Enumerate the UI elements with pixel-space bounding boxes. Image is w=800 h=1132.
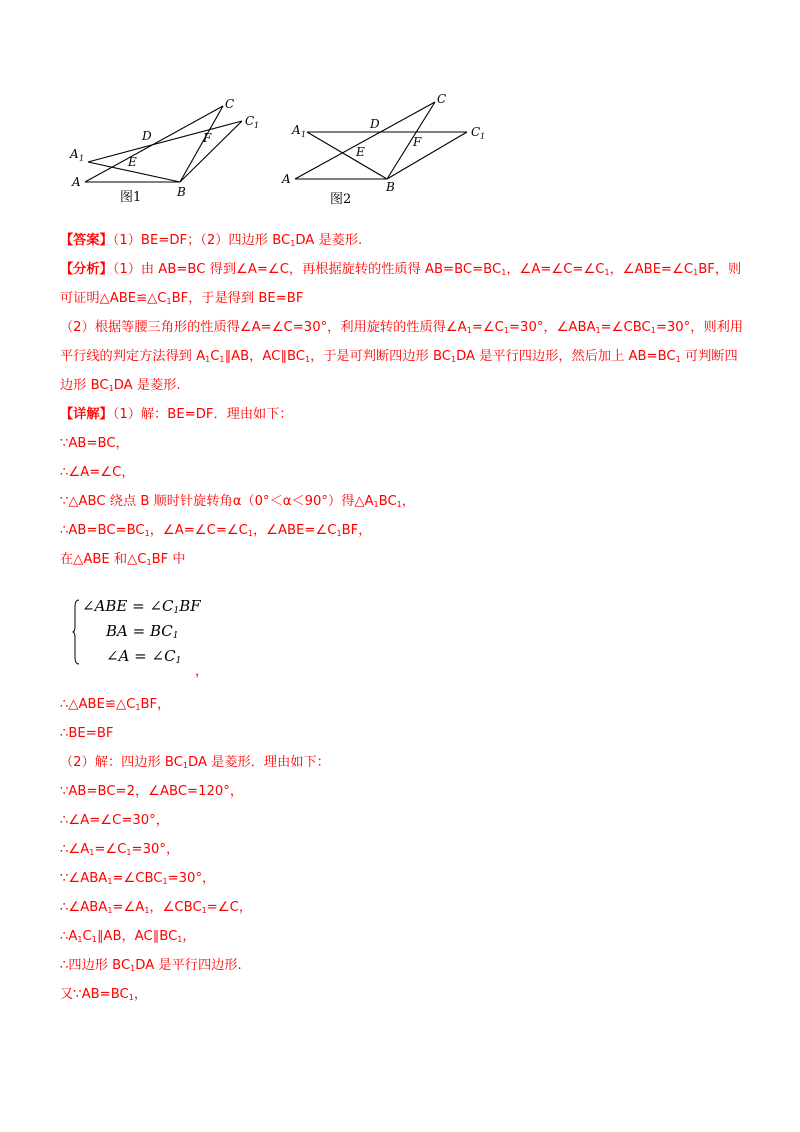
fig1-label-f: F xyxy=(203,131,212,145)
detail-line-16: ∴四边形 $BC_1DA$ 是平行四边形. xyxy=(60,958,242,973)
fig2-label-a1-sub: 1 xyxy=(301,130,307,139)
answer-line: 【答案】（1）BE=DF；（2）四边形 $BC_1DA$ 是菱形. xyxy=(60,233,363,248)
detail-line-7: $\therefore\triangle ABE≌\triangle C_1BF$， xyxy=(60,697,171,712)
detail-line-6: 在△ABE 和$\triangle C_1BF$ 中 xyxy=(60,552,186,567)
figure-1 xyxy=(69,97,259,205)
fig1-caption: 图1 xyxy=(120,190,142,205)
detail-line-5: $\therefore AB=BC=BC_1$，$\angle A=\angle C=\angle C_1$，$\angle ABE=\angle C_1BF$， xyxy=(60,523,372,538)
detail-line-13: $\because\angle ABA_1=\angle CBC_1=30^\circ$， xyxy=(60,871,216,886)
detail-line-15: $\therefore A_1C_1\parallel AB$，$AC\parallel BC_1$， xyxy=(60,929,196,944)
detail-line-12: $\therefore\angle A_1=\angle C_1=30^\circ$， xyxy=(60,842,180,857)
fig2-caption: 图2 xyxy=(330,192,352,207)
detail-line-1: 【详解】（1）解：BE=DF．理由如下： xyxy=(60,407,293,422)
detail-line-10: ∵AB=BC=2，∠ABC=120°， xyxy=(60,784,244,799)
answer-tag: 【答案】 xyxy=(60,233,113,248)
figure-svg xyxy=(60,90,500,210)
fig2-line-bc1 xyxy=(387,132,467,179)
fig1-label-a1-sub: 1 xyxy=(79,154,85,163)
fig2-label-b: B xyxy=(386,180,395,194)
analysis-tag: 【分析】 xyxy=(60,262,113,277)
fig1-label-c1: C xyxy=(245,114,255,128)
detail-line-11: ∴∠A=∠C=30°， xyxy=(60,813,169,828)
analysis-paragraph-2: （2）根据等腰三角形的性质得∠A=∠C=30°，利用旋转的性质得$\angle A_1=\angle C_1=30^\circ$，$\angle ABA_1=\angle CBC_1=30^\circ$，则利用平行线的判定方法得到 $A_1C_1\parallel AB$，$AC\parallel BC_1$，于是可判断四边形 $BC_1DA$ 是平行四边形，然后加上 $AB=BC_1$ 可判断四边形 $BC_1DA$ 是菱形. xyxy=(60,320,744,393)
equation-1: ∠ABE = $\angle C_1BF$ xyxy=(82,597,201,616)
fig1-label-e: E xyxy=(128,155,137,169)
equation-2: BA = $BC_1$ xyxy=(106,622,179,641)
fig2-label-c: C xyxy=(437,92,447,106)
fig2-label-a1: A xyxy=(292,123,301,137)
fig2-label-c1-sub: 1 xyxy=(480,132,486,141)
fig1-label-c1-sub: 1 xyxy=(254,121,260,130)
fig2-line-bc xyxy=(387,102,435,179)
detail-line-8: ∴BE=BF xyxy=(60,726,114,741)
system-comma: ， xyxy=(195,664,209,679)
detail-block-2 xyxy=(60,690,750,1009)
detail-line-17: 又$\because AB=BC_1$， xyxy=(60,987,148,1002)
fig2-label-c1: C xyxy=(471,125,481,139)
fig1-line-a1c1 xyxy=(88,121,242,162)
fig2-label-a: A xyxy=(282,172,291,186)
detail-tag: 【详解】 xyxy=(60,407,113,422)
analysis-paragraph-1: 【分析】（1）由 AB=BC 得到∠A=∠C，再根据旋转的性质得 $AB=BC=BC_1$，$\angle A=\angle C=\angle C_1$，$\angle ABE=\angle C_1BF$，则可证明$\triangle ABE≌\triangle C_1BF$，于是得到 BE=BF xyxy=(60,262,742,306)
fig1-label-a: A xyxy=(72,175,81,189)
fig2-line-a1b xyxy=(307,132,387,179)
answer-analysis-block xyxy=(60,226,750,574)
fig1-label-d: D xyxy=(142,129,152,143)
fig1-label-a1: A xyxy=(70,147,79,161)
detail-line-4: ∵△ABC 绕点 B 顺时针旋转角α（0°＜α＜90°）得$\triangle A_1BC_1$， xyxy=(60,494,415,509)
fig1-label-b: B xyxy=(177,185,186,199)
left-brace-icon xyxy=(72,599,80,665)
detail-line-14: $\therefore\angle ABA_1=\angle A_1$，$\angle CBC_1=\angle C$， xyxy=(60,900,253,915)
fig2-label-d: D xyxy=(370,117,380,131)
figure-2 xyxy=(281,92,485,207)
fig2-label-f: F xyxy=(413,135,422,149)
detail-line-2: ∵AB=BC， xyxy=(60,436,129,451)
fig2-label-e: E xyxy=(356,145,365,159)
detail-line-3: ∴∠A=∠C， xyxy=(60,465,135,480)
detail-line-9: （2）解：四边形 $BC_1DA$ 是菱形．理由如下： xyxy=(60,755,330,770)
geometry-figures xyxy=(60,90,500,210)
equation-3: ∠A = $\angle C_1$ xyxy=(106,647,182,666)
fig1-label-c: C xyxy=(225,97,235,111)
